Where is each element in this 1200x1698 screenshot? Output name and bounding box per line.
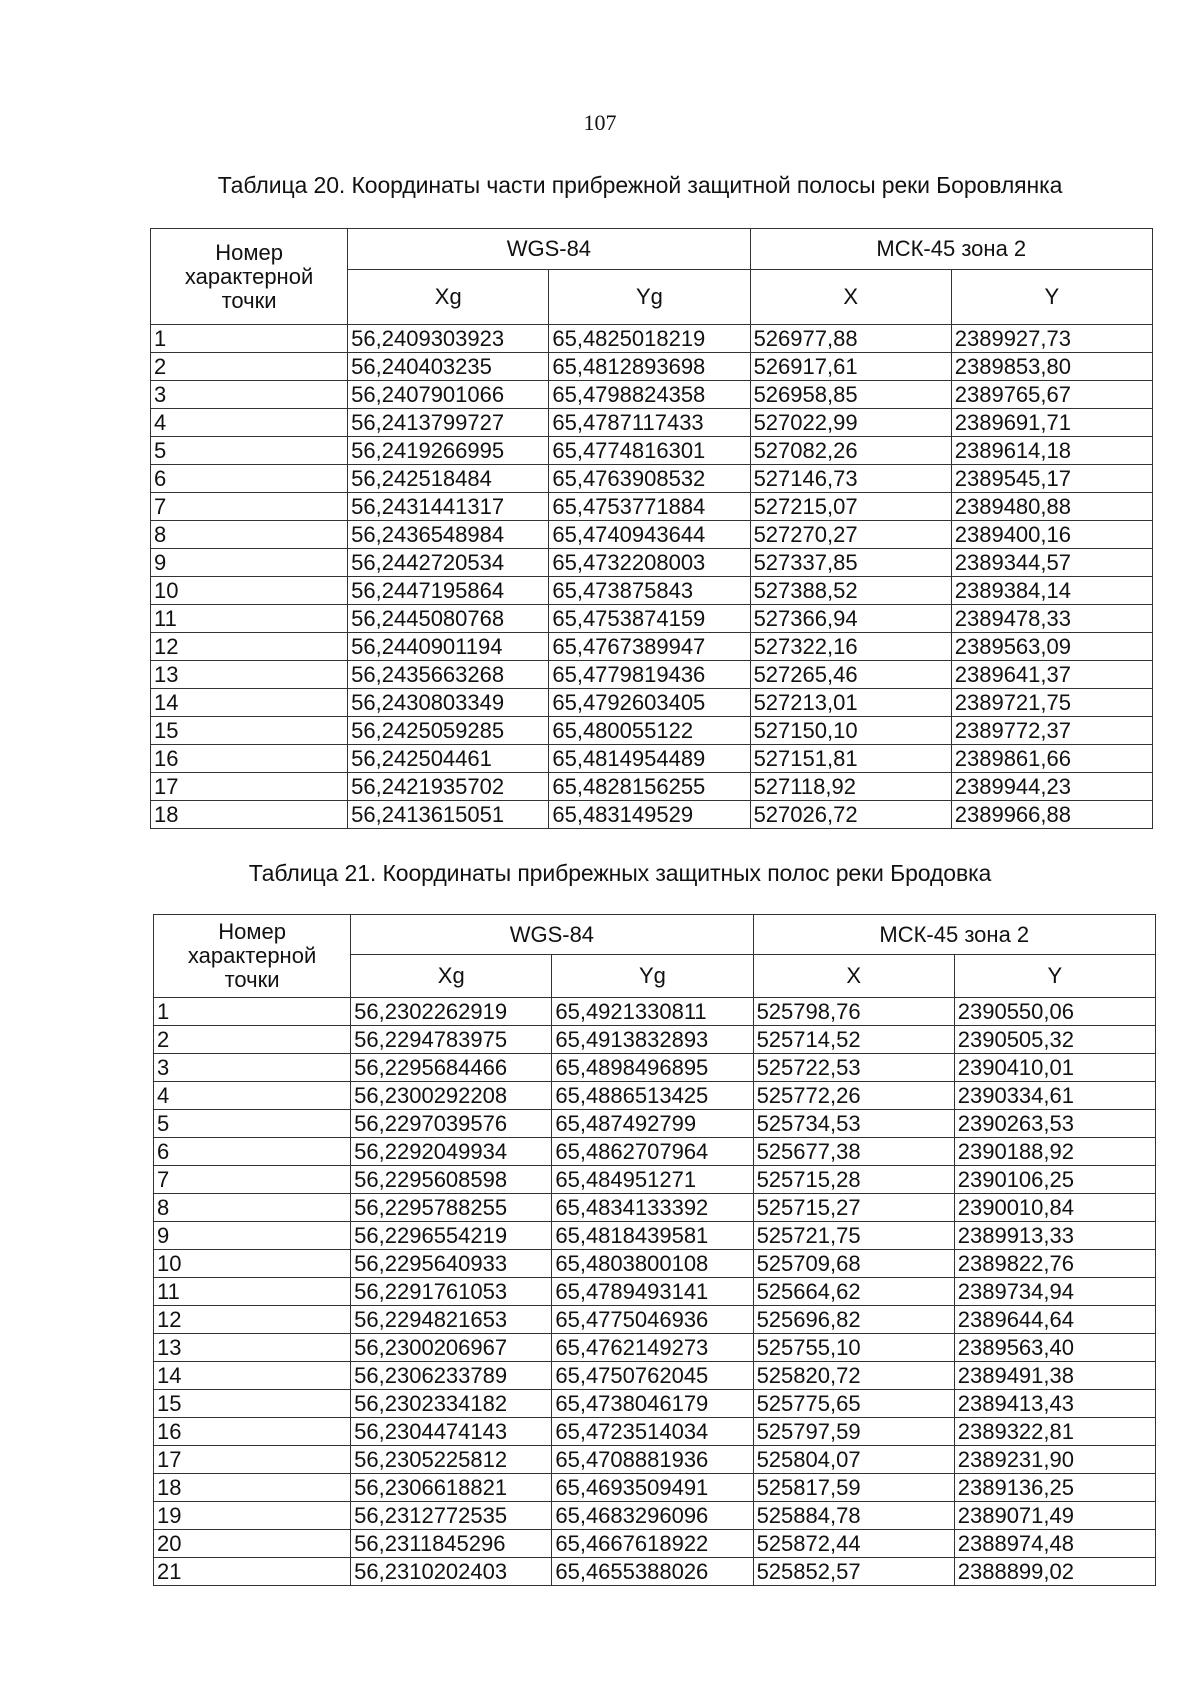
cell-yg: 65,4723514034 [552, 1418, 753, 1446]
cell-xg: 56,2305225812 [351, 1446, 552, 1474]
cell-y: 2389400,16 [951, 521, 1152, 549]
cell-y: 2389861,66 [951, 745, 1152, 773]
cell-x: 525755,10 [753, 1334, 954, 1362]
cell-yg: 65,4913832893 [552, 1026, 753, 1054]
cell-point-number: 9 [154, 1222, 351, 1250]
cell-xg: 56,2409303923 [348, 325, 549, 353]
cell-point-number: 13 [151, 661, 348, 689]
cell-x: 527388,52 [750, 577, 951, 605]
table-row [154, 1278, 1156, 1306]
cell-xg: 56,2294821653 [351, 1306, 552, 1334]
cell-yg: 65,4779819436 [549, 661, 750, 689]
cell-x: 525817,59 [753, 1474, 954, 1502]
cell-yg: 65,4774816301 [549, 437, 750, 465]
table-row [154, 1026, 1156, 1054]
cell-xg: 56,2295640933 [351, 1250, 552, 1278]
header-wgs84: WGS-84 [351, 915, 753, 955]
cell-point-number: 9 [151, 549, 348, 577]
table-row [151, 689, 1153, 717]
cell-xg: 56,2425059285 [348, 717, 549, 745]
table-row [154, 1306, 1156, 1334]
table-row [151, 325, 1153, 353]
cell-x: 527265,46 [750, 661, 951, 689]
cell-x: 527146,73 [750, 465, 951, 493]
cell-yg: 65,4738046179 [552, 1390, 753, 1418]
cell-xg: 56,2291761053 [351, 1278, 552, 1306]
cell-xg: 56,2292049934 [351, 1138, 552, 1166]
cell-y: 2389853,80 [951, 353, 1152, 381]
cell-xg: 56,2294783975 [351, 1026, 552, 1054]
cell-y: 2389545,17 [951, 465, 1152, 493]
cell-point-number: 11 [151, 605, 348, 633]
table-21-caption: Таблица 21. Координаты прибрежных защитных полос реки Бродовка [248, 860, 992, 886]
cell-x: 525715,28 [753, 1166, 954, 1194]
cell-x: 525722,53 [753, 1054, 954, 1082]
cell-xg: 56,2436548984 [348, 521, 549, 549]
table-row [154, 1250, 1156, 1278]
header-x: X [750, 270, 951, 325]
cell-y: 2389384,14 [951, 577, 1152, 605]
table-row [151, 717, 1153, 745]
cell-yg: 65,4828156255 [549, 773, 750, 801]
cell-x: 525664,62 [753, 1278, 954, 1306]
cell-xg: 56,240403235 [348, 353, 549, 381]
cell-xg: 56,2295684466 [351, 1054, 552, 1082]
cell-yg: 65,4753874159 [549, 605, 750, 633]
header-yg: Yg [552, 955, 753, 998]
cell-xg: 56,2302262919 [351, 998, 552, 1026]
cell-yg: 65,480055122 [549, 717, 750, 745]
table-row [154, 1558, 1156, 1586]
cell-x: 527322,16 [750, 633, 951, 661]
cell-yg: 65,4834133392 [552, 1194, 753, 1222]
cell-y: 2388899,02 [954, 1558, 1155, 1586]
table-row [154, 1138, 1156, 1166]
table-row [151, 409, 1153, 437]
cell-point-number: 7 [154, 1166, 351, 1194]
cell-point-number: 1 [154, 998, 351, 1026]
cell-y: 2389822,76 [954, 1250, 1155, 1278]
header-msk45: МСК-45 зона 2 [750, 229, 1152, 270]
cell-point-number: 18 [154, 1474, 351, 1502]
cell-x: 527215,07 [750, 493, 951, 521]
table-20-caption: Таблица 20. Координаты части прибрежной защитной полосы реки Боровлянка [217, 172, 1063, 198]
cell-xg: 56,2302334182 [351, 1390, 552, 1418]
cell-xg: 56,2311845296 [351, 1530, 552, 1558]
cell-point-number: 3 [151, 381, 348, 409]
cell-point-number: 5 [154, 1110, 351, 1138]
cell-y: 2389563,09 [951, 633, 1152, 661]
cell-y: 2389071,49 [954, 1502, 1155, 1530]
cell-y: 2389772,37 [951, 717, 1152, 745]
cell-y: 2389944,23 [951, 773, 1152, 801]
cell-xg: 56,2304474143 [351, 1418, 552, 1446]
cell-x: 527270,27 [750, 521, 951, 549]
cell-x: 525872,44 [753, 1530, 954, 1558]
cell-xg: 56,2312772535 [351, 1502, 552, 1530]
cell-point-number: 18 [151, 801, 348, 829]
cell-yg: 65,4708881936 [552, 1446, 753, 1474]
cell-point-number: 19 [154, 1502, 351, 1530]
cell-yg: 65,4803800108 [552, 1250, 753, 1278]
table-21-body [154, 998, 1156, 1586]
cell-x: 525721,75 [753, 1222, 954, 1250]
table-row [154, 1194, 1156, 1222]
cell-y: 2389913,33 [954, 1222, 1155, 1250]
cell-xg: 56,2300206967 [351, 1334, 552, 1362]
header-msk45: МСК-45 зона 2 [753, 915, 1155, 955]
cell-yg: 65,483149529 [549, 801, 750, 829]
cell-point-number: 12 [151, 633, 348, 661]
cell-point-number: 11 [154, 1278, 351, 1306]
cell-xg: 56,2421935702 [348, 773, 549, 801]
cell-yg: 65,473875843 [549, 577, 750, 605]
header-point-number: Номер характерной точки [154, 915, 351, 998]
cell-x: 527366,94 [750, 605, 951, 633]
cell-xg: 56,2295608598 [351, 1166, 552, 1194]
cell-point-number: 15 [154, 1390, 351, 1418]
cell-y: 2389413,43 [954, 1390, 1155, 1418]
table-row [151, 773, 1153, 801]
cell-y: 2390106,25 [954, 1166, 1155, 1194]
cell-y: 2390410,01 [954, 1054, 1155, 1082]
cell-yg: 65,4767389947 [549, 633, 750, 661]
coordinates-table-brodovka [153, 914, 1156, 1586]
cell-yg: 65,4814954489 [549, 745, 750, 773]
cell-y: 2389563,40 [954, 1334, 1155, 1362]
cell-xg: 56,2431441317 [348, 493, 549, 521]
table-row [151, 801, 1153, 829]
cell-yg: 65,4812893698 [549, 353, 750, 381]
header-y: Y [954, 955, 1155, 998]
cell-yg: 65,4789493141 [552, 1278, 753, 1306]
cell-x: 525804,07 [753, 1446, 954, 1474]
cell-xg: 56,242518484 [348, 465, 549, 493]
table-row [154, 1362, 1156, 1390]
cell-y: 2389641,37 [951, 661, 1152, 689]
cell-yg: 65,4818439581 [552, 1222, 753, 1250]
cell-point-number: 10 [151, 577, 348, 605]
header-wgs84: WGS-84 [348, 229, 750, 270]
cell-yg: 65,4762149273 [552, 1334, 753, 1362]
cell-x: 525734,53 [753, 1110, 954, 1138]
cell-x: 526958,85 [750, 381, 951, 409]
cell-yg: 65,4667618922 [552, 1530, 753, 1558]
cell-x: 525772,26 [753, 1082, 954, 1110]
header-yg: Yg [549, 270, 750, 325]
table-row [151, 353, 1153, 381]
cell-point-number: 2 [154, 1026, 351, 1054]
table-row [154, 1110, 1156, 1138]
cell-xg: 56,2442720534 [348, 549, 549, 577]
cell-xg: 56,2306233789 [351, 1362, 552, 1390]
header-x: X [753, 955, 954, 998]
cell-xg: 56,2440901194 [348, 633, 549, 661]
table-row [154, 1502, 1156, 1530]
cell-yg: 65,4787117433 [549, 409, 750, 437]
cell-y: 2389644,64 [954, 1306, 1155, 1334]
cell-y: 2390550,06 [954, 998, 1155, 1026]
table-row [151, 521, 1153, 549]
table-row [154, 1054, 1156, 1082]
cell-point-number: 4 [151, 409, 348, 437]
table-row [151, 381, 1153, 409]
cell-point-number: 12 [154, 1306, 351, 1334]
table-row [151, 549, 1153, 577]
cell-y: 2389478,33 [951, 605, 1152, 633]
table-row [151, 605, 1153, 633]
cell-x: 525852,57 [753, 1558, 954, 1586]
table-row [154, 1166, 1156, 1194]
cell-xg: 56,2447195864 [348, 577, 549, 605]
cell-yg: 65,4750762045 [552, 1362, 753, 1390]
cell-point-number: 6 [151, 465, 348, 493]
table-row [154, 1390, 1156, 1418]
header-point-number: Номер характерной точки [151, 229, 348, 325]
cell-yg: 65,4683296096 [552, 1502, 753, 1530]
cell-x: 525677,38 [753, 1138, 954, 1166]
table-row [151, 493, 1153, 521]
cell-y: 2389322,81 [954, 1418, 1155, 1446]
cell-y: 2389966,88 [951, 801, 1152, 829]
cell-x: 527118,92 [750, 773, 951, 801]
cell-xg: 56,2306618821 [351, 1474, 552, 1502]
cell-point-number: 16 [154, 1418, 351, 1446]
cell-y: 2389491,38 [954, 1362, 1155, 1390]
cell-x: 525775,65 [753, 1390, 954, 1418]
cell-point-number: 16 [151, 745, 348, 773]
cell-y: 2389136,25 [954, 1474, 1155, 1502]
cell-point-number: 10 [154, 1250, 351, 1278]
cell-x: 526917,61 [750, 353, 951, 381]
table-row [154, 1530, 1156, 1558]
cell-y: 2389927,73 [951, 325, 1152, 353]
cell-x: 527213,01 [750, 689, 951, 717]
cell-yg: 65,4763908532 [549, 465, 750, 493]
cell-y: 2389480,88 [951, 493, 1152, 521]
table-row [154, 1334, 1156, 1362]
cell-point-number: 4 [154, 1082, 351, 1110]
cell-point-number: 17 [154, 1446, 351, 1474]
cell-xg: 56,2435663268 [348, 661, 549, 689]
cell-point-number: 14 [154, 1362, 351, 1390]
cell-y: 2389721,75 [951, 689, 1152, 717]
cell-yg: 65,487492799 [552, 1110, 753, 1138]
cell-xg: 56,2430803349 [348, 689, 549, 717]
table-row [151, 465, 1153, 493]
table-row [154, 1222, 1156, 1250]
cell-xg: 56,2300292208 [351, 1082, 552, 1110]
cell-yg: 65,4921330811 [552, 998, 753, 1026]
cell-x: 525714,52 [753, 1026, 954, 1054]
cell-xg: 56,2295788255 [351, 1194, 552, 1222]
cell-y: 2389765,67 [951, 381, 1152, 409]
header-xg: Xg [351, 955, 552, 998]
cell-x: 525715,27 [753, 1194, 954, 1222]
cell-point-number: 14 [151, 689, 348, 717]
cell-xg: 56,2419266995 [348, 437, 549, 465]
cell-xg: 56,2310202403 [351, 1558, 552, 1586]
cell-point-number: 8 [151, 521, 348, 549]
cell-point-number: 3 [154, 1054, 351, 1082]
cell-xg: 56,2445080768 [348, 605, 549, 633]
cell-point-number: 8 [154, 1194, 351, 1222]
table-row [151, 745, 1153, 773]
table-row [151, 633, 1153, 661]
cell-y: 2389614,18 [951, 437, 1152, 465]
cell-x: 525884,78 [753, 1502, 954, 1530]
cell-y: 2390010,84 [954, 1194, 1155, 1222]
cell-y: 2389734,94 [954, 1278, 1155, 1306]
cell-yg: 65,4798824358 [549, 381, 750, 409]
cell-y: 2390505,32 [954, 1026, 1155, 1054]
cell-x: 527082,26 [750, 437, 951, 465]
cell-point-number: 20 [154, 1530, 351, 1558]
cell-yg: 65,4655388026 [552, 1558, 753, 1586]
cell-point-number: 7 [151, 493, 348, 521]
cell-x: 525696,82 [753, 1306, 954, 1334]
cell-y: 2389691,71 [951, 409, 1152, 437]
cell-xg: 56,2413799727 [348, 409, 549, 437]
cell-xg: 56,2407901066 [348, 381, 549, 409]
cell-y: 2390334,61 [954, 1082, 1155, 1110]
cell-point-number: 15 [151, 717, 348, 745]
table-row [154, 1446, 1156, 1474]
cell-xg: 56,2297039576 [351, 1110, 552, 1138]
cell-yg: 65,4693509491 [552, 1474, 753, 1502]
table-row [154, 998, 1156, 1026]
cell-x: 527022,99 [750, 409, 951, 437]
cell-yg: 65,4792603405 [549, 689, 750, 717]
cell-yg: 65,484951271 [552, 1166, 753, 1194]
coordinates-table-borovlyanka [150, 228, 1153, 829]
table-row [154, 1418, 1156, 1446]
cell-x: 527151,81 [750, 745, 951, 773]
cell-yg: 65,4886513425 [552, 1082, 753, 1110]
cell-y: 2388974,48 [954, 1530, 1155, 1558]
cell-point-number: 5 [151, 437, 348, 465]
cell-x: 525797,59 [753, 1418, 954, 1446]
cell-yg: 65,4898496895 [552, 1054, 753, 1082]
table-row [154, 1474, 1156, 1502]
cell-yg: 65,4825018219 [549, 325, 750, 353]
cell-point-number: 1 [151, 325, 348, 353]
cell-yg: 65,4862707964 [552, 1138, 753, 1166]
cell-xg: 56,2296554219 [351, 1222, 552, 1250]
cell-yg: 65,4753771884 [549, 493, 750, 521]
cell-point-number: 13 [154, 1334, 351, 1362]
cell-yg: 65,4732208003 [549, 549, 750, 577]
cell-x: 525798,76 [753, 998, 954, 1026]
table-20-body [151, 325, 1153, 829]
header-y: Y [951, 270, 1152, 325]
cell-xg: 56,2413615051 [348, 801, 549, 829]
cell-yg: 65,4740943644 [549, 521, 750, 549]
cell-yg: 65,4775046936 [552, 1306, 753, 1334]
table-row [154, 1082, 1156, 1110]
cell-y: 2390263,53 [954, 1110, 1155, 1138]
cell-point-number: 2 [151, 353, 348, 381]
table-row [151, 437, 1153, 465]
cell-x: 526977,88 [750, 325, 951, 353]
cell-y: 2389231,90 [954, 1446, 1155, 1474]
cell-point-number: 17 [151, 773, 348, 801]
cell-x: 527150,10 [750, 717, 951, 745]
table-row [151, 577, 1153, 605]
cell-x: 527337,85 [750, 549, 951, 577]
page-number: 107 [583, 110, 617, 135]
cell-point-number: 21 [154, 1558, 351, 1586]
cell-y: 2389344,57 [951, 549, 1152, 577]
cell-x: 525709,68 [753, 1250, 954, 1278]
cell-x: 527026,72 [750, 801, 951, 829]
header-xg: Xg [348, 270, 549, 325]
cell-y: 2390188,92 [954, 1138, 1155, 1166]
table-row [151, 661, 1153, 689]
cell-x: 525820,72 [753, 1362, 954, 1390]
cell-point-number: 6 [154, 1138, 351, 1166]
cell-xg: 56,242504461 [348, 745, 549, 773]
